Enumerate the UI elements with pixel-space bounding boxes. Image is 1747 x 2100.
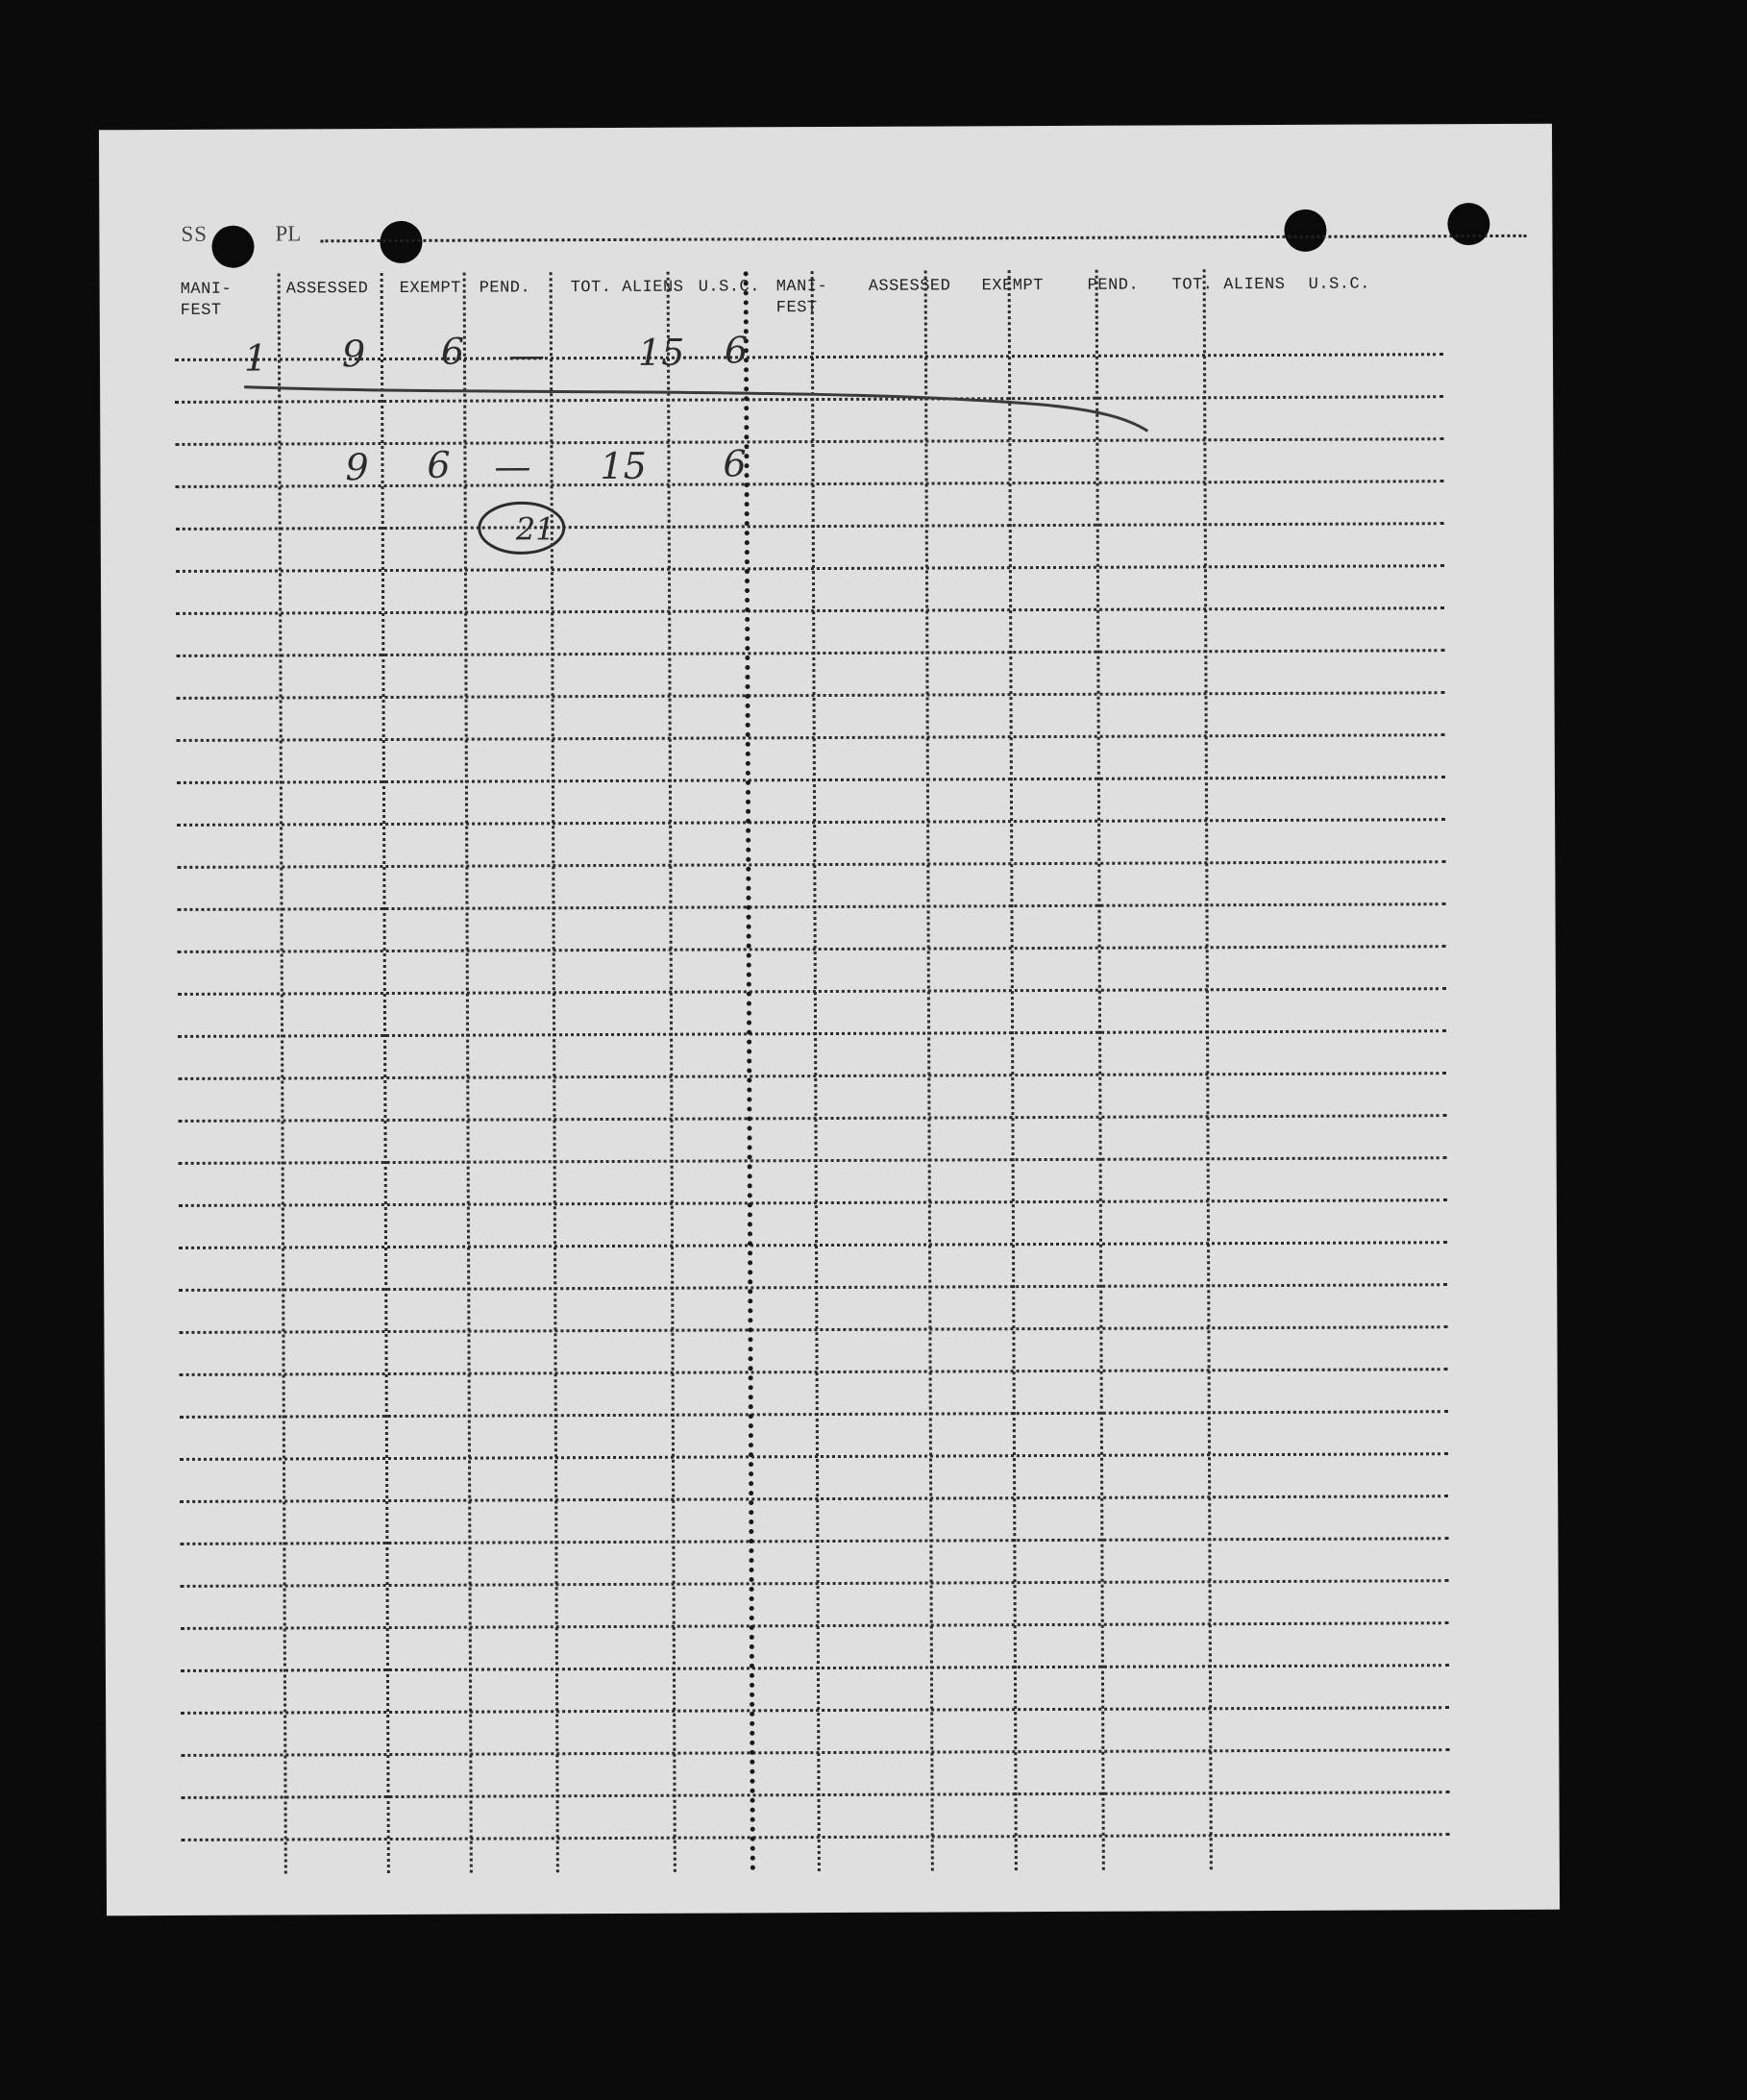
punch-hole bbox=[1284, 210, 1326, 252]
grid-row-line bbox=[175, 437, 1443, 446]
row1-pend: — bbox=[507, 334, 546, 377]
grid-column-line bbox=[1203, 269, 1213, 1869]
row1-tot-aliens: 15 bbox=[637, 331, 685, 374]
manifest-form-sheet bbox=[99, 124, 1560, 1916]
ship-name-dotted-line bbox=[320, 235, 1526, 242]
grid-row-line bbox=[176, 606, 1444, 615]
total-exempt: 6 bbox=[427, 443, 451, 486]
header-tot-aliens-right: TOT. ALIENS bbox=[1171, 275, 1286, 295]
grid-column-line bbox=[924, 271, 934, 1871]
total-tot-aliens: 15 bbox=[600, 444, 647, 488]
grid-row-line bbox=[181, 1579, 1449, 1588]
grid-row-line bbox=[176, 564, 1444, 573]
grid-row-line bbox=[178, 1072, 1446, 1080]
grid-row-line bbox=[178, 945, 1446, 953]
header-pend-left: PEND. bbox=[479, 279, 531, 298]
grid-column-line bbox=[811, 271, 821, 1871]
grid-row-line bbox=[177, 902, 1445, 911]
form-grid bbox=[99, 124, 1552, 131]
grid-column-line bbox=[667, 272, 677, 1872]
grid-row-line bbox=[179, 1283, 1447, 1292]
header-usc-left: U.S.C. bbox=[698, 278, 760, 297]
grid-row-line bbox=[182, 1833, 1450, 1841]
grid-row-line bbox=[178, 1029, 1446, 1038]
grid-column-line bbox=[278, 273, 287, 1873]
grid-row-line bbox=[177, 776, 1445, 784]
grid-row-line bbox=[178, 987, 1446, 996]
total-pend: — bbox=[494, 445, 531, 488]
header-manifest-right: MANI- FEST bbox=[775, 278, 828, 318]
handwritten-strokes bbox=[99, 124, 1560, 1916]
header-manifest-left: MANI- FEST bbox=[180, 280, 233, 320]
grid-row-line bbox=[177, 818, 1445, 827]
grid-row-line bbox=[178, 1114, 1446, 1123]
grid-row-line bbox=[179, 1156, 1447, 1165]
grid-row-line bbox=[177, 860, 1445, 869]
grid-row-line bbox=[179, 1198, 1447, 1207]
grid-row-line bbox=[180, 1368, 1448, 1376]
grid-row-line bbox=[181, 1664, 1449, 1672]
grid-row-line bbox=[182, 1791, 1450, 1799]
header-assessed-left: ASSESSED bbox=[285, 280, 369, 299]
grid-row-line bbox=[175, 395, 1443, 404]
grid-column-line bbox=[1095, 270, 1105, 1870]
grid-row-line bbox=[176, 649, 1444, 657]
row1-manifest: 1 bbox=[243, 336, 268, 380]
header-exempt-left: EXEMPT bbox=[399, 279, 461, 298]
grid-row-line bbox=[179, 1241, 1447, 1249]
grid-row-line bbox=[181, 1621, 1449, 1630]
ship-code: PL bbox=[275, 221, 302, 246]
grid-row-line bbox=[176, 522, 1444, 531]
grid-row-line bbox=[180, 1410, 1448, 1419]
grid-row-line bbox=[179, 1325, 1447, 1334]
header-usc-right: U.S.C. bbox=[1308, 275, 1370, 294]
total-assessed: 9 bbox=[345, 446, 369, 489]
grid-row-line bbox=[181, 1706, 1449, 1715]
grid-row-line bbox=[180, 1495, 1448, 1503]
row1-assessed: 9 bbox=[341, 333, 366, 376]
grid-row-line bbox=[177, 733, 1445, 742]
row1-usc: 6 bbox=[724, 329, 749, 372]
row1-exempt: 6 bbox=[440, 330, 465, 373]
punch-hole bbox=[211, 226, 254, 268]
grid-row-line bbox=[177, 691, 1445, 700]
grid-row-line bbox=[180, 1537, 1448, 1545]
header-pend-right: PEND. bbox=[1087, 276, 1140, 295]
header-exempt-right: EXEMPT bbox=[981, 277, 1044, 296]
total-usc: 6 bbox=[723, 442, 747, 485]
header-assessed-right: ASSESSED bbox=[868, 277, 951, 296]
ss-label: SS bbox=[181, 221, 209, 246]
header-tot-aliens-left: TOT. ALIENS bbox=[570, 278, 684, 298]
grid-column-line bbox=[381, 273, 390, 1873]
grid-row-line bbox=[181, 1748, 1449, 1757]
circled-total: 21 bbox=[515, 510, 555, 548]
punch-hole bbox=[1447, 203, 1489, 245]
grid-column-line bbox=[1008, 270, 1018, 1870]
grid-column-line bbox=[744, 271, 755, 1871]
grid-column-line bbox=[463, 273, 473, 1873]
grid-row-line bbox=[180, 1452, 1448, 1461]
